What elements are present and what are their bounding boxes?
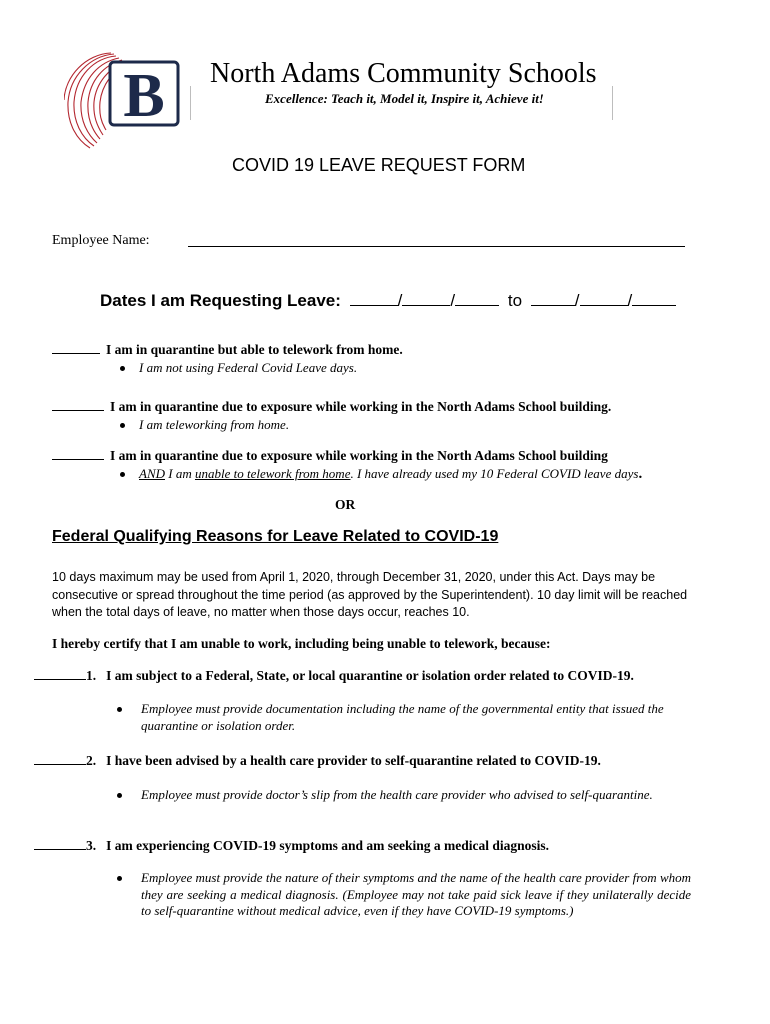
option-3-bullet	[120, 466, 642, 483]
reason-1-bullet	[141, 701, 691, 734]
bullet-dot	[120, 366, 125, 371]
option-1-text: I am in quarantine but able to telework from home.	[106, 342, 403, 357]
reason-2-bullet	[141, 787, 691, 804]
option-3	[52, 448, 608, 464]
reason-1-text: I am subject to a Federal, State, or local quarantine or isolation order related to COVID-19.	[106, 668, 634, 683]
employee-name-label: Employee Name:	[52, 233, 150, 248]
option-2-checkline[interactable]	[52, 410, 104, 411]
dates-connector: to	[507, 291, 523, 310]
header-divider-left	[190, 86, 191, 120]
option-2-bullet	[120, 417, 289, 433]
motto: Excellence: Teach it, Model it, Inspire it, Achieve it!	[265, 91, 544, 106]
reason-3-text: I am experiencing COVID-19 symptoms and am seeking a medical diagnosis.	[106, 838, 550, 853]
reason-3	[34, 838, 549, 854]
start-month-field[interactable]	[350, 305, 398, 306]
option-3-bullet-part: I am	[165, 466, 195, 481]
reason-3-bullet	[141, 870, 691, 920]
bullet-dot	[120, 472, 125, 477]
bullet-dot	[117, 707, 122, 712]
reason-3-number: 3.	[86, 838, 97, 853]
option-3-checkline[interactable]	[52, 459, 104, 460]
bullet-dot	[117, 793, 122, 798]
reason-1-bullet-text: Employee must provide documentation including the name of the governmental entity that issued the quarantine or isolation order.	[141, 701, 664, 733]
end-year-field[interactable]	[632, 305, 676, 306]
logo-letter: B	[123, 62, 165, 130]
option-2-bullet-text: I am teleworking from home.	[139, 417, 290, 432]
end-day-field[interactable]	[580, 305, 628, 306]
start-year-field[interactable]	[455, 305, 499, 306]
option-3-bullet-period: .	[638, 466, 643, 482]
federal-section-title: Federal Qualifying Reasons for Leave Related to COVID-19	[52, 528, 499, 545]
bullet-dot	[120, 423, 125, 428]
dates-label: Dates I am Requesting Leave:	[100, 291, 341, 310]
reason-1-number: 1.	[86, 668, 97, 683]
header-divider-right	[612, 86, 613, 120]
dates-row: Dates I am Requesting Leave: / / to / /	[100, 291, 676, 311]
option-3-bullet-underlined: unable to telework from home	[194, 466, 351, 481]
reason-2-checkline[interactable]	[34, 764, 86, 765]
option-2-text: I am in quarantine due to exposure while working in the North Adams School building.	[110, 399, 612, 414]
form-title: COVID 19 LEAVE REQUEST FORM	[232, 155, 526, 175]
option-1-bullet	[120, 360, 357, 376]
option-2	[52, 399, 611, 415]
option-1	[52, 342, 403, 358]
reason-2	[34, 753, 601, 769]
reason-1-checkline[interactable]	[34, 679, 86, 680]
reason-3-bullet-text: Employee must provide the nature of their symptoms and the name of the health care provider from whom they are seeking a medical diagnosis. (Employee may not take paid sick leave if they unilaterally decide to self-quarantine without medical advice, even if they have COVID-19 symptoms.)	[141, 870, 691, 918]
start-day-field[interactable]	[402, 305, 450, 306]
option-1-checkline[interactable]	[52, 353, 100, 354]
option-3-bullet-and: AND	[139, 466, 165, 481]
or-label: OR	[335, 497, 356, 512]
reason-3-checkline[interactable]	[34, 849, 86, 850]
reason-2-bullet-text: Employee must provide doctor’s slip from the health care provider who advised to self-quarantine.	[141, 787, 653, 802]
federal-note: 10 days maximum may be used from April 1, 2020, through December 31, 2020, under this Act. Days may be consecutive or spread throughout the time period (as approved by the Superintendent). 10 day limit will be reached when the total days of leave, no matter when those days occur, reaches 10.	[52, 570, 688, 619]
certify-statement: I hereby certify that I am unable to work, including being unable to telework, because:	[52, 636, 551, 651]
bullet-dot	[117, 876, 122, 881]
employee-name-field[interactable]	[188, 232, 685, 247]
option-3-bullet-rest: . I have already used my 10 Federal COVID leave days	[350, 466, 639, 481]
org-name: North Adams Community Schools	[210, 58, 597, 89]
reason-2-number: 2.	[86, 753, 97, 768]
option-1-bullet-text: I am not using Federal Covid Leave days.	[139, 360, 358, 375]
option-3-text: I am in quarantine due to exposure while working in the North Adams School building	[110, 448, 608, 463]
reason-1	[34, 668, 634, 684]
school-logo	[64, 50, 194, 150]
reason-2-text: I have been advised by a health care provider to self-quarantine related to COVID-19.	[106, 753, 601, 768]
end-month-field[interactable]	[531, 305, 575, 306]
